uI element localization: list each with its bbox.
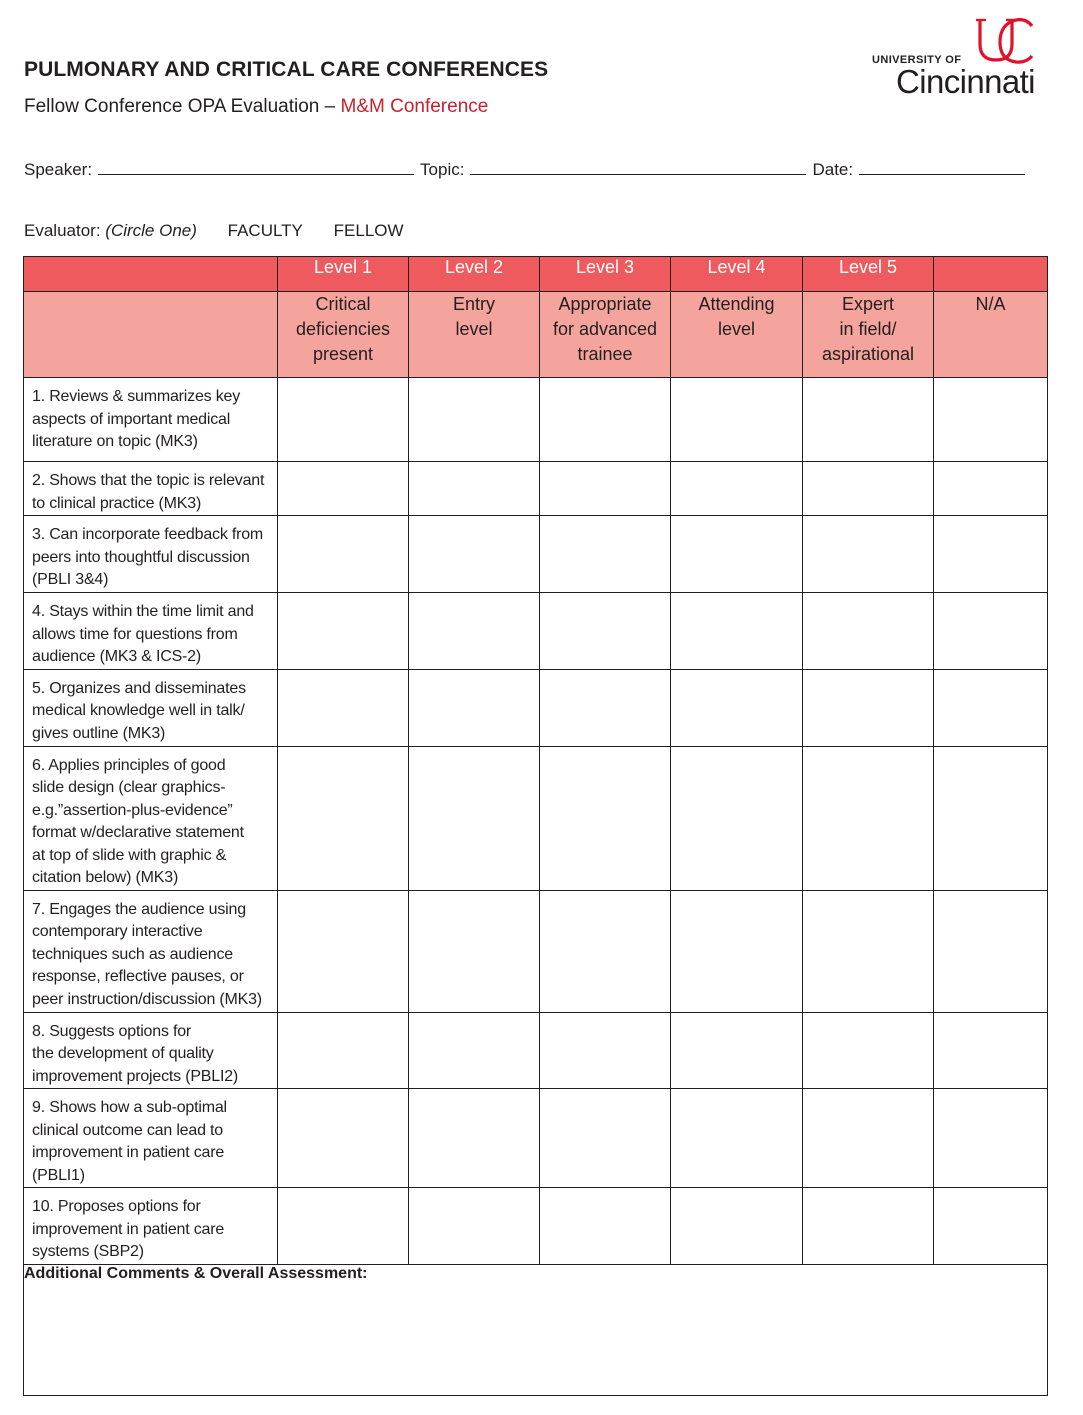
rating-cell[interactable] <box>803 1089 934 1188</box>
rating-cell[interactable] <box>540 378 671 462</box>
date-line[interactable] <box>859 160 1025 175</box>
descriptor-line: Attending <box>698 294 775 314</box>
uc-logo-mark-icon <box>974 16 1036 66</box>
rating-cell[interactable] <box>278 1012 409 1089</box>
rating-cell[interactable] <box>409 462 540 516</box>
rating-cell[interactable] <box>409 516 540 593</box>
rating-cell[interactable] <box>409 1012 540 1089</box>
criterion-line: 10. Proposes options for <box>32 1198 201 1215</box>
logo-cincinnati: Cincinnati <box>896 63 1035 100</box>
subtitle-main: Fellow Conference OPA Evaluation – <box>24 96 341 117</box>
evaluator-label: Evaluator: <box>24 221 101 240</box>
topic-label: Topic: <box>420 160 465 179</box>
rating-cell[interactable] <box>409 669 540 746</box>
descriptor-2 <box>409 292 540 378</box>
rating-cell[interactable] <box>934 1012 1048 1089</box>
descriptor-line: for advanced <box>552 319 658 339</box>
descriptor-5 <box>803 292 934 378</box>
level-header-na-blank <box>934 257 1048 292</box>
level-header-1: Level 1 <box>278 257 409 292</box>
table-row <box>24 746 1048 890</box>
table-row <box>24 593 1048 670</box>
rating-cell[interactable] <box>540 669 671 746</box>
descriptor-line: Critical <box>315 294 371 314</box>
rating-cell[interactable] <box>278 462 409 516</box>
rating-cell[interactable] <box>803 890 934 1012</box>
criterion-line: techniques such as audience <box>32 945 233 963</box>
topic-line[interactable] <box>470 160 806 175</box>
descriptor-line: Expert <box>841 294 895 314</box>
rating-cell[interactable] <box>934 462 1048 516</box>
evaluator-option-faculty[interactable]: FACULTY <box>227 221 303 240</box>
criterion-line: allows time for questions from <box>32 625 238 643</box>
criterion-cell <box>24 890 278 1012</box>
level-header-2: Level 2 <box>409 257 540 292</box>
criterion-line: 9. Shows how a sub-optimal <box>32 1099 227 1116</box>
table-row <box>24 1012 1048 1089</box>
criterion-line: the development of quality <box>32 1045 214 1062</box>
criterion-line: medical knowledge well in talk/ <box>32 702 245 719</box>
criterion-line: audience (MK3 & ICS-2) <box>32 648 202 665</box>
rating-cell[interactable] <box>540 890 671 1012</box>
rating-cell[interactable] <box>803 462 934 516</box>
rating-cell[interactable] <box>540 1188 671 1265</box>
table-row <box>24 378 1048 462</box>
descriptor-line: present <box>312 344 374 364</box>
criterion-cell <box>24 516 278 593</box>
rating-cell[interactable] <box>671 462 803 516</box>
criterion-line: response, reflective pauses, or <box>32 968 244 985</box>
criterion-line: citation below) (MK3) <box>32 869 179 886</box>
logo-university-of: UNIVERSITY OF <box>872 54 962 66</box>
level-header-3: Level 3 <box>540 257 671 292</box>
criterion-line: gives outline (MK3) <box>32 724 166 742</box>
table-row <box>24 516 1048 593</box>
evaluator-row <box>24 221 404 241</box>
criterion-line: improvement projects (PBLI2) <box>32 1067 239 1085</box>
table-row <box>24 890 1048 1012</box>
criterion-line: 2. Shows that the topic is relevant <box>32 472 265 489</box>
rating-cell[interactable] <box>409 378 540 462</box>
rating-cell[interactable] <box>671 1012 803 1089</box>
rating-cell[interactable] <box>540 1089 671 1188</box>
criterion-line: (PBLI1) <box>32 1166 85 1184</box>
descriptor-line: Entry <box>452 294 495 314</box>
speaker-label: Speaker: <box>24 160 93 179</box>
criterion-line: systems (SBP2) <box>32 1243 144 1260</box>
descriptor-line: level <box>717 319 756 339</box>
speaker-line[interactable] <box>98 160 414 175</box>
rating-cell[interactable] <box>540 593 671 670</box>
header-fields <box>24 160 1054 180</box>
criterion-cell <box>24 1188 278 1265</box>
criterion-cell <box>24 746 278 890</box>
rating-cell[interactable] <box>803 1188 934 1265</box>
criterion-line: aspects of important medical <box>32 410 231 428</box>
criterion-line: at top of slide with graphic & <box>32 846 227 864</box>
criterion-cell <box>24 378 278 462</box>
criterion-line: 7. Engages the audience using <box>32 900 246 918</box>
criterion-line: to clinical practice (MK3) <box>32 494 202 512</box>
rating-cell[interactable] <box>278 378 409 462</box>
criterion-line: (PBLI 3&4) <box>32 571 109 588</box>
criterion-line: peers into thoughtful discussion <box>32 548 250 566</box>
criterion-line: slide design (clear graphics- <box>32 779 226 796</box>
criterion-cell <box>24 462 278 516</box>
rating-cell[interactable] <box>934 516 1048 593</box>
rating-cell[interactable] <box>409 593 540 670</box>
university-logo <box>866 16 1052 100</box>
criterion-line: contemporary interactive <box>32 923 203 940</box>
rating-cell[interactable] <box>540 516 671 593</box>
criterion-line: 8. Suggests options for <box>32 1022 192 1040</box>
descriptor-3 <box>540 292 671 378</box>
rating-cell[interactable] <box>278 516 409 593</box>
descriptor-1 <box>278 292 409 378</box>
rating-cell[interactable] <box>409 1089 540 1188</box>
rating-cell[interactable] <box>278 1089 409 1188</box>
evaluation-table <box>23 256 1048 1396</box>
rating-cell[interactable] <box>671 1188 803 1265</box>
descriptor-row <box>24 292 1048 378</box>
descriptor-6 <box>934 292 1048 378</box>
criterion-cell <box>24 1012 278 1089</box>
rating-cell[interactable] <box>803 746 934 890</box>
criterion-line: 6. Applies principles of good <box>32 756 226 774</box>
criterion-line: format w/declarative statement <box>32 824 244 841</box>
rating-cell[interactable] <box>540 746 671 890</box>
rating-cell[interactable] <box>803 593 934 670</box>
rating-cell[interactable] <box>671 516 803 593</box>
page-title: PULMONARY AND CRITICAL CARE CONFERENCES <box>24 58 549 81</box>
descriptor-line: Appropriate <box>558 294 652 314</box>
rating-cell[interactable] <box>934 378 1048 462</box>
descriptor-line: trainee <box>577 344 633 364</box>
level-header-blank <box>24 257 278 292</box>
descriptor-blank <box>24 292 278 378</box>
rating-cell[interactable] <box>671 890 803 1012</box>
rating-cell[interactable] <box>934 890 1048 1012</box>
rating-cell[interactable] <box>409 890 540 1012</box>
criterion-line: peer instruction/discussion (MK3) <box>32 990 262 1008</box>
rating-cell[interactable] <box>671 378 803 462</box>
rating-cell[interactable] <box>803 378 934 462</box>
level-header-row <box>24 257 1048 292</box>
criterion-line: improvement in patient care <box>32 1144 225 1161</box>
rating-cell[interactable] <box>671 593 803 670</box>
page-subtitle <box>24 96 488 118</box>
descriptor-line: aspirational <box>821 344 915 364</box>
table-row <box>24 669 1048 746</box>
criterion-line: 3. Can incorporate feedback from <box>32 526 264 543</box>
table-row <box>24 1188 1048 1265</box>
level-header-4: Level 4 <box>671 257 803 292</box>
level-header-5: Level 5 <box>803 257 934 292</box>
comments-row <box>24 1264 1048 1395</box>
rating-cell[interactable] <box>409 746 540 890</box>
rating-cell[interactable] <box>934 1089 1048 1188</box>
comments-label: Additional Comments & Overall Assessment: <box>24 1264 368 1282</box>
criterion-cell <box>24 669 278 746</box>
table-row <box>24 1089 1048 1188</box>
criterion-line: improvement in patient care <box>32 1220 225 1238</box>
rating-cell[interactable] <box>278 669 409 746</box>
rating-cell[interactable] <box>278 1188 409 1265</box>
criterion-cell <box>24 1089 278 1188</box>
criterion-line: 5. Organizes and disseminates <box>32 679 246 697</box>
rating-cell[interactable] <box>671 669 803 746</box>
rating-cell[interactable] <box>278 593 409 670</box>
rating-cell[interactable] <box>934 669 1048 746</box>
table-row <box>24 462 1048 516</box>
rating-cell[interactable] <box>934 746 1048 890</box>
descriptor-line: level <box>455 319 493 339</box>
rating-cell[interactable] <box>671 1089 803 1188</box>
rating-cell[interactable] <box>278 746 409 890</box>
criterion-line: 4. Stays within the time limit and <box>32 603 254 620</box>
rating-cell[interactable] <box>671 746 803 890</box>
evaluator-hint: (Circle One) <box>105 221 197 240</box>
criterion-line: clinical outcome can lead to <box>32 1121 223 1139</box>
descriptor-4 <box>671 292 803 378</box>
evaluator-option-fellow[interactable]: FELLOW <box>333 221 404 240</box>
criterion-line: literature on topic (MK3) <box>32 433 198 450</box>
criterion-line: 1. Reviews & summarizes key <box>32 388 240 405</box>
criterion-line: e.g.”assertion-plus-evidence” <box>32 801 233 819</box>
descriptor-line: in field/ <box>839 319 897 339</box>
subtitle-conference-type: M&M Conference <box>340 96 489 117</box>
date-label: Date: <box>812 160 854 179</box>
rating-cell[interactable] <box>803 669 934 746</box>
rating-cell[interactable] <box>803 516 934 593</box>
descriptor-line: N/A <box>975 294 1006 314</box>
rating-cell[interactable] <box>540 1012 671 1089</box>
criterion-cell <box>24 593 278 670</box>
rating-cell[interactable] <box>934 593 1048 670</box>
rating-cell[interactable] <box>278 890 409 1012</box>
comments-box[interactable] <box>24 1264 1048 1395</box>
rating-cell[interactable] <box>934 1188 1048 1265</box>
rating-cell[interactable] <box>803 1012 934 1089</box>
rating-cell[interactable] <box>409 1188 540 1265</box>
descriptor-line: deficiencies <box>295 319 391 339</box>
rating-cell[interactable] <box>540 462 671 516</box>
